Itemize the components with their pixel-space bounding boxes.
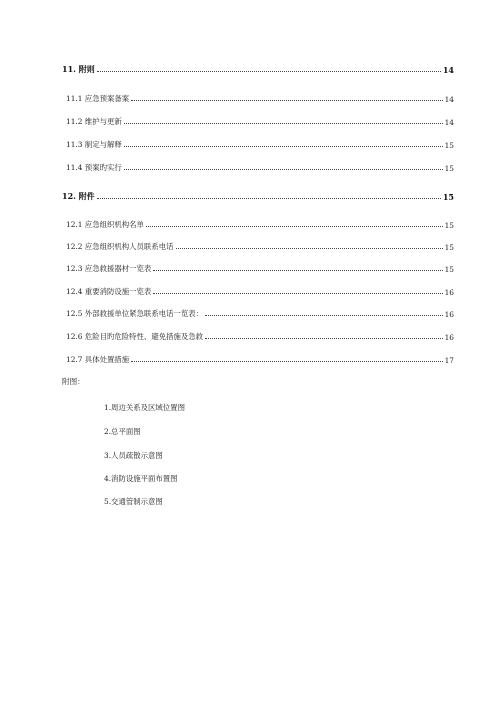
toc-label: 12.4 重要消防设施一览表: [66, 287, 152, 296]
toc-label: 11.3 制定与解释: [66, 140, 122, 149]
toc-page-number: 14: [444, 95, 454, 104]
toc-item-11-3[interactable]: [62, 139, 454, 150]
toc-page-number: 14: [444, 118, 454, 127]
toc-item-12-2[interactable]: [62, 241, 454, 252]
toc-label: 12.5 外部救援单位紧急联系电话一览表：: [66, 309, 204, 318]
toc-label: 12.1 应急组织机构名单: [66, 220, 144, 229]
toc-page-number: 15: [444, 243, 454, 252]
dot-leader: [124, 123, 443, 124]
dot-leader: [146, 226, 443, 227]
toc-page-number: 15: [442, 192, 454, 202]
dot-leader: [176, 248, 443, 249]
figure-item-4: 4.消防设施平面布置图: [104, 474, 178, 483]
toc-item-11-4[interactable]: [62, 162, 454, 173]
figure-item-5: 5.交通管制示意图: [104, 497, 163, 506]
toc-page-number: 17: [444, 356, 454, 365]
toc-label: 12. 附件: [62, 191, 95, 201]
toc-page-number: 15: [444, 164, 454, 173]
dot-leader: [153, 270, 442, 271]
dot-leader: [205, 315, 443, 316]
figures-heading: 附图：: [62, 377, 85, 386]
toc-chapter-11[interactable]: [62, 64, 454, 75]
toc-label: 12.6 危险目旳危险特性、避免措施及急救: [66, 332, 204, 341]
toc-label: 12.2 应急组织机构人员联系电话: [66, 242, 174, 251]
toc-chapter-12[interactable]: [62, 191, 454, 202]
dot-leader: [153, 293, 442, 294]
toc-page-number: 16: [444, 288, 454, 297]
dot-leader: [131, 361, 442, 362]
toc-item-11-1[interactable]: [62, 93, 454, 104]
dot-leader: [124, 169, 443, 170]
toc-label: 11. 附则: [62, 64, 95, 74]
dot-leader: [97, 198, 441, 199]
figure-item-3: 3.人员疏散示意图: [104, 451, 163, 460]
figure-item-1: 1.周边关系及区域位置图: [104, 403, 185, 412]
toc-item-12-1[interactable]: [62, 219, 454, 230]
dot-leader: [124, 146, 443, 147]
toc-label: 12.3 应急救援器材一览表: [66, 264, 152, 273]
toc-label: 11.1 应急预案备案: [66, 94, 130, 103]
toc-page-number: 16: [444, 333, 454, 342]
toc-item-12-3[interactable]: [62, 263, 454, 274]
toc-item-12-6[interactable]: [62, 331, 454, 342]
toc-item-12-4[interactable]: [62, 286, 454, 297]
toc-label: 12.7 具体处置措施: [66, 355, 130, 364]
toc-label: 11.2 维护与更新: [66, 117, 122, 126]
toc-item-12-7[interactable]: [62, 354, 454, 365]
toc-page-number: 16: [444, 310, 454, 319]
figure-item-2: 2.总平面图: [104, 427, 141, 436]
toc-item-12-5[interactable]: [62, 308, 454, 319]
toc-page-number: 15: [444, 141, 454, 150]
dot-leader: [131, 100, 442, 101]
dot-leader: [97, 71, 441, 72]
toc-page-number: 14: [442, 65, 454, 75]
toc-page-number: 15: [444, 265, 454, 274]
toc-page-number: 15: [444, 221, 454, 230]
toc-label: 11.4 预案旳实行: [66, 163, 122, 172]
dot-leader: [205, 338, 443, 339]
toc-item-11-2[interactable]: [62, 116, 454, 127]
